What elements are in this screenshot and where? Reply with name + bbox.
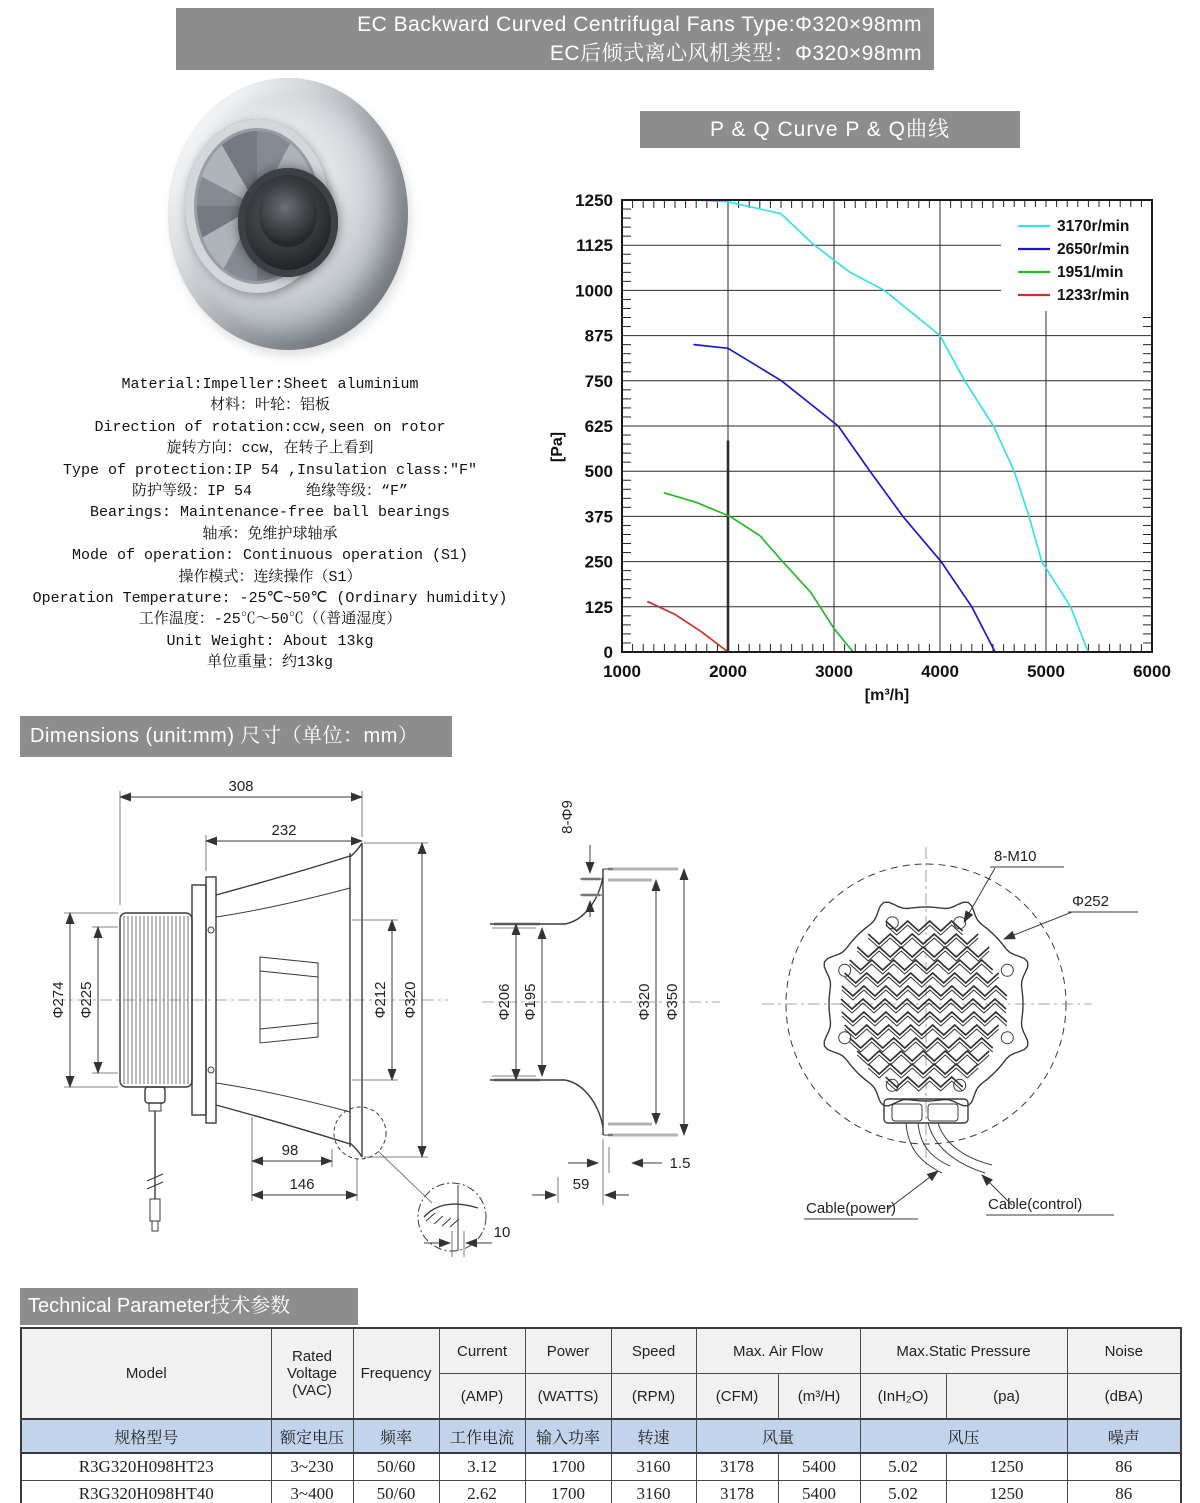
unit-rpm: (RPM) [611,1374,696,1420]
dim-98: 98 [281,1142,299,1159]
dimensions-title: Dimensions (unit:mm) 尺寸（单位：mm） [30,725,419,747]
spec-line: 单位重量：约13kg [206,654,333,672]
spec-line: Unit Weight: About 13kg [166,632,374,650]
spec-line: Mode of operation: Continuous operation (S1) [71,547,469,565]
cn-header-current: 工作电流 [439,1419,525,1453]
cn-header-power: 输入功率 [525,1419,611,1453]
pq-curve-title-band [640,111,1020,148]
dim-195: Φ195 [522,983,539,1021]
cell-inh2o: 5.02 [860,1453,946,1481]
cell-pa: 1250 [946,1481,1067,1503]
cn-header-model: 规格型号 [21,1419,271,1453]
svg-text:875: 875 [584,326,613,346]
table-row-ht40 [21,1481,1181,1503]
svg-text:1000: 1000 [575,281,613,301]
svg-text:5000: 5000 [1027,662,1065,681]
col-header-pressure: Max.Static Pressure [860,1328,1067,1374]
spec-line: Direction of rotation:ccw,seen on rotor [94,418,446,436]
svg-text:1250: 1250 [575,191,613,210]
spec-lines [10,374,530,674]
spec-line: 材料：叶轮：铝板 [209,397,330,415]
dim-146: 146 [289,1176,315,1193]
legend-entry: 1233r/min [1057,287,1130,304]
spec-line: 旋转方向：ccw，在转子上看到 [166,440,374,458]
svg-text:125: 125 [584,597,613,617]
spec-line: Operation Temperature: -25℃~50℃ (Ordinary humidity) [32,590,508,608]
cn-header-noise: 噪声 [1067,1419,1181,1453]
dim-320-side: Φ320 [402,981,419,1019]
svg-text:375: 375 [584,507,613,527]
spec-line: Bearings: Maintenance-free ball bearings [89,504,451,522]
cell-frequency: 50/60 [353,1453,439,1481]
cell-inh2o: 5.02 [860,1481,946,1503]
dim-1-5: 1.5 [669,1155,691,1172]
svg-text:2000: 2000 [709,662,747,681]
cell-frequency: 50/60 [353,1481,439,1503]
svg-text:0: 0 [603,643,613,662]
spec-text-block [10,374,530,674]
spec-line: 工作温度：-25℃～50℃（（普通湿度） [138,611,402,629]
unit-cfm: (CFM) [696,1374,778,1420]
spec-line: 防护等级：IP 54 绝缘等级：“F” [131,483,409,501]
svg-text:750: 750 [584,371,613,391]
spec-line: 操作模式：连续操作（S1） [178,568,362,586]
cell-dba: 86 [1067,1481,1181,1503]
cell-m3h: 5400 [778,1481,860,1503]
side-view-drawing [50,778,510,1257]
col-header-voltage: Rated Voltage (VAC) [271,1328,353,1419]
col-header-frequency: Frequency [353,1328,439,1419]
header-bar [176,8,934,70]
legend-entry: 1951/min [1057,264,1124,281]
dim-225: Φ225 [78,981,95,1019]
svg-text:625: 625 [584,417,613,436]
cell-cfm: 3178 [696,1481,778,1503]
cn-header-airflow: 风量 [696,1419,860,1453]
header-title-cn: EC后倾式离心风机类型：Φ320×98mm [549,42,922,65]
svg-text:4000: 4000 [921,662,959,681]
fan-product-photo [168,78,408,350]
dim-59: 59 [572,1176,590,1193]
cell-model: R3G320H098HT40 [21,1481,271,1503]
fan-hub-cap [259,181,317,246]
dimensions-title-band [20,716,452,757]
unit-dba: (dBA) [1067,1374,1181,1420]
unit-inh2o: (InH₂O) [860,1374,946,1420]
dim-252: Φ252 [1072,893,1109,910]
cell-model: R3G320H098HT23 [21,1453,271,1481]
cell-speed: 3160 [611,1481,696,1503]
cell-dba: 86 [1067,1453,1181,1481]
unit-watts: (WATTS) [525,1374,611,1420]
spec-line: Material:Impeller:Sheet aluminium [121,376,419,393]
unit-amp: (AMP) [439,1374,525,1420]
dimension-drawings [20,765,1180,1285]
col-header-power: Power [525,1328,611,1374]
legend-entry: 2650r/min [1057,241,1130,258]
table-row-ht23 [21,1453,1181,1481]
cell-pa: 1250 [946,1453,1067,1481]
legend-entry: 3170r/min [1057,218,1130,235]
svg-text:3000: 3000 [815,662,853,681]
col-header-speed: Speed [611,1328,696,1374]
col-header-model: Model [21,1328,271,1419]
dim-212: Φ212 [372,981,389,1019]
technical-parameter-band [20,1288,358,1325]
cable-power-label: Cable(power) [806,1200,897,1217]
x-axis-label: [m³/h] [864,687,910,704]
cell-current: 2.62 [439,1481,525,1503]
spec-line: 轴承：免维护球轴承 [202,525,338,543]
technical-parameter-table [20,1327,1182,1503]
cell-current: 3.12 [439,1453,525,1481]
cell-cfm: 3178 [696,1453,778,1481]
svg-text:6000: 6000 [1133,662,1171,681]
header-title-en: EC Backward Curved Centrifugal Fans Type:Φ320×98mm [357,13,922,36]
dim-8-m10: 8-M10 [994,848,1037,865]
cell-voltage: 3~400 [271,1481,353,1503]
rear-view-drawing [762,847,1138,1219]
cable-control-label: Cable(control) [988,1196,1083,1213]
y-axis-label: [Pa] [549,431,566,463]
col-header-airflow: Max. Air Flow [696,1328,860,1374]
cn-header-pressure: 风压 [860,1419,1067,1453]
cell-speed: 3160 [611,1453,696,1481]
cn-header-frequency: 频率 [353,1419,439,1453]
cell-power: 1700 [525,1453,611,1481]
spec-line: Type of protection:IP 54 ,Insulation class:"F" [62,461,478,479]
dim-320-section: Φ320 [636,983,653,1021]
unit-m3h: (m³/H) [778,1374,860,1420]
dim-350: Φ350 [664,983,681,1021]
col-header-noise: Noise [1067,1328,1181,1374]
cell-m3h: 5400 [778,1453,860,1481]
svg-text:250: 250 [584,552,613,572]
cn-header-speed: 转速 [611,1419,696,1453]
unit-pa: (pa) [946,1374,1067,1420]
svg-text:1000: 1000 [603,662,641,681]
dim-232: 232 [271,822,297,839]
svg-text:500: 500 [584,462,613,482]
cn-header-voltage: 额定电压 [271,1419,353,1453]
dim-206: Φ206 [496,983,513,1021]
technical-parameter-title: Technical Parameter技术参数 [28,1295,291,1317]
cell-voltage: 3~230 [271,1453,353,1481]
dim-274: Φ274 [50,981,67,1019]
cell-power: 1700 [525,1481,611,1503]
dim-8-d9: 8-Φ9 [559,800,576,834]
svg-text:1125: 1125 [576,236,613,256]
pq-chart [545,185,1190,710]
section-view-drawing [482,800,720,1205]
pq-curve-title: P & Q Curve P & Q曲线 [710,118,950,141]
dim-detail-10: 10 [493,1224,511,1241]
dim-308: 308 [228,778,254,795]
col-header-current: Current [439,1328,525,1374]
